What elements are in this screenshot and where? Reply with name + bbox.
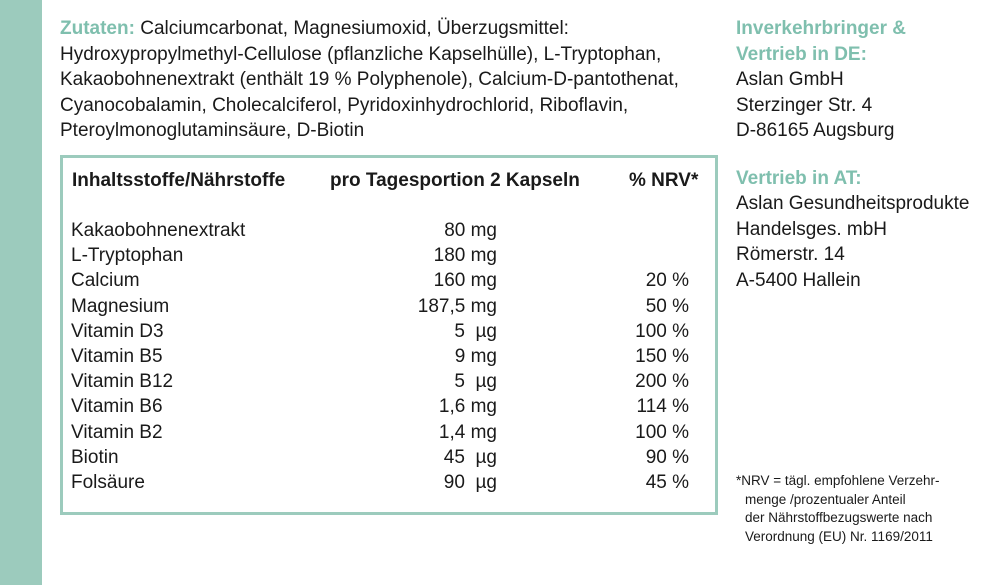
nutrient-dose: 90 µg — [443, 471, 497, 493]
distributor-at-heading: Vertrieb in AT: — [736, 167, 862, 189]
nutrient-name: Vitamin B2 — [71, 421, 163, 443]
footnote-line: Verordnung (EU) Nr. 1169/2011 — [745, 528, 933, 544]
nutrient-dose: 45 µg — [443, 446, 497, 468]
table-row — [63, 371, 715, 396]
accent-side-bar — [0, 0, 42, 585]
nutrient-name: Vitamin D3 — [71, 320, 164, 342]
nutrient-name: Biotin — [71, 446, 119, 468]
table-row — [63, 447, 715, 472]
nutrient-nrv: 50 % — [645, 295, 689, 317]
table-row — [63, 270, 715, 295]
header-nrv: % NRV* — [629, 170, 699, 191]
nutrient-dose: 160 mg — [433, 270, 497, 292]
nutrient-name: Vitamin B5 — [71, 345, 163, 367]
footnote-line: menge /prozentualer Anteil — [745, 491, 906, 507]
distributor-de-heading-2: Vertrieb in DE: — [736, 43, 867, 65]
table-row — [63, 472, 715, 497]
nutrient-nrv: 90 % — [645, 446, 689, 468]
nutrient-nrv: 100 % — [635, 421, 689, 443]
nutrient-dose: 9 mg — [454, 345, 497, 367]
nutrient-dose: 1,4 mg — [438, 421, 497, 443]
ingredients-paragraph — [60, 16, 728, 144]
table-row — [63, 396, 715, 421]
distributor-at-street: Römerstr. 14 — [736, 244, 845, 265]
table-row — [63, 220, 715, 245]
distributor-info — [736, 16, 996, 293]
footnote-line: der Nährstoffbezugswerte nach — [745, 510, 933, 526]
nrv-footnote — [736, 472, 976, 546]
distributor-at-company-suffix: Handelsges. mbH — [736, 218, 888, 240]
table-row — [63, 422, 715, 447]
table-row — [63, 245, 715, 270]
nutrient-name: Vitamin B6 — [71, 396, 163, 418]
distributor-at-company: Aslan Gesundheitsprodukte — [736, 193, 970, 214]
header-nutrients: Inhaltsstoffe/Nährstoffe — [72, 170, 286, 191]
nutrient-name: Magnesium — [71, 295, 170, 317]
footnote-line: *NRV = tägl. empfohlene Verzehr- — [736, 473, 940, 488]
nutrient-dose: 5 µg — [454, 371, 497, 393]
nutrient-nrv: 200 % — [635, 371, 689, 393]
nutrient-name: Folsäure — [71, 471, 145, 493]
distributor-de-heading-1: Inverkehrbringer & — [736, 18, 906, 39]
nutrient-name: Kakaobohnenextrakt — [71, 220, 246, 241]
nutrient-nrv: 150 % — [635, 345, 689, 367]
nutrient-nrv: 20 % — [645, 270, 689, 292]
table-row — [63, 296, 715, 321]
table-row — [63, 321, 715, 346]
nutrient-nrv: 45 % — [645, 471, 689, 493]
distributor-de-street: Sterzinger Str. 4 — [736, 94, 873, 116]
distributor-de-company: Aslan GmbH — [736, 69, 844, 90]
nutrient-dose: 180 mg — [433, 245, 497, 267]
nutrient-dose: 80 mg — [444, 220, 497, 241]
nutrient-dose: 5 µg — [454, 320, 497, 342]
header-daily-dose: pro Tagesportion 2 Kapseln — [330, 170, 580, 191]
ingredients-label: Zutaten: — [60, 18, 135, 39]
table-row — [63, 346, 715, 371]
nutrient-dose: 187,5 mg — [417, 295, 497, 317]
distributor-at-city: A-5400 Hallein — [736, 269, 861, 291]
nutrient-rows — [63, 220, 715, 497]
nutrient-name: L-Tryptophan — [71, 245, 184, 267]
distributor-de-city: D-86165 Augsburg — [736, 120, 895, 141]
nutrition-table — [60, 155, 718, 515]
nutrient-nrv: 114 % — [636, 396, 689, 418]
ingredients-text: Calciumcarbonat, Magnesiumoxid, Überzugsmittel: Hydroxypropylmethyl-Cellulose (pflanzliche Kapselhülle), L-Tryptophan, Kakaobohnenextrakt (enthält 19 % Polyphenole), Calcium-D-pantothenat, Cyanocobalamin, Cholecalciferol, Pyridoxinhydrochlorid, Riboflavin, Pteroylmonoglutaminsäure, D-Biotin — [60, 18, 679, 141]
nutrient-name: Calcium — [71, 270, 140, 292]
nutrient-dose: 1,6 mg — [438, 396, 497, 418]
nutrient-name: Vitamin B12 — [71, 371, 174, 393]
nutrient-nrv: 100 % — [635, 320, 689, 342]
